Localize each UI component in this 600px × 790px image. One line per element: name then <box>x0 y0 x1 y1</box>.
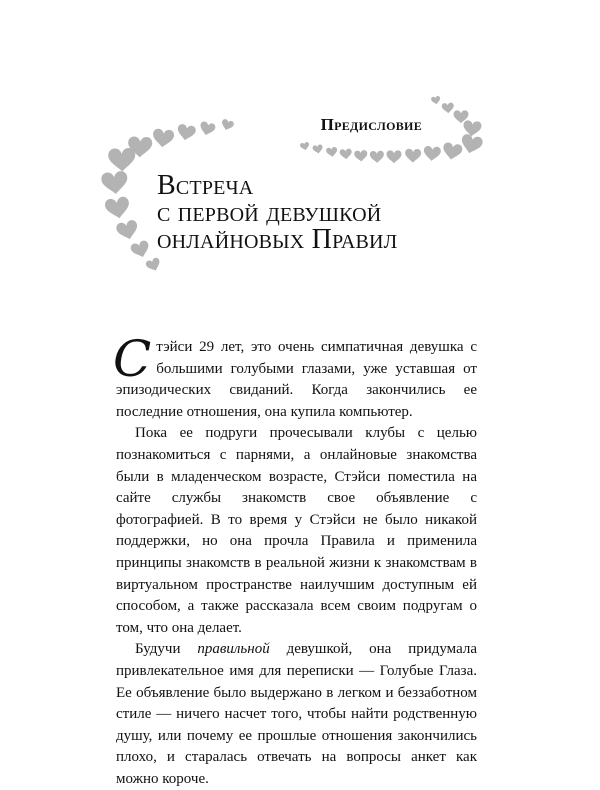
heart-icon <box>387 150 402 163</box>
heart-icon <box>423 146 441 162</box>
paragraph-3-emphasis: правильной <box>197 641 270 658</box>
heart-icon <box>145 257 162 273</box>
chapter-title-line-3: онлайновых Правил <box>157 224 398 255</box>
paragraph-3 <box>116 639 477 790</box>
heart-icon <box>326 147 338 158</box>
heart-icon <box>220 118 235 132</box>
heart-icon <box>152 128 175 148</box>
heart-icon <box>354 150 368 162</box>
heart-icon <box>108 148 136 172</box>
paragraph-2-text: Пока ее подруги прочесывали клубы с целью познакомиться с парнями, а онлайновые знакомства были в младенческом возрасте, Стэйси поместила на сайте службы знакомств свое объявление с фотографией. В то время у Стэйси не было никакой поддержки, но она прочла Правила и применила принципы знакомств в реальной жизни к знакомствам в виртуальном пространстве наилучшим доступным ей способом, а также рассказала всем своим подругам о том, что она делает. <box>116 425 477 636</box>
heart-icon <box>101 170 129 195</box>
chapter-title <box>157 172 397 253</box>
paragraph-1 <box>113 330 477 423</box>
paragraph-3-text-after: девушкой, она придумала привлекательное имя для переписки — Голубые Глаза. Ее объявление было выдержано в легком и беззаботном стиле — ничего насчет того, чтобы найти родственную душу, или почему ее прошлые отношения закончились плохо, и старалась отвечать на вопросы анкет как можно короче. <box>116 641 478 787</box>
chapter-title-line-2: с первой девушкой <box>157 197 382 228</box>
heart-decoration <box>0 0 600 300</box>
heart-icon <box>459 133 484 156</box>
heart-icon <box>441 142 463 161</box>
paragraph-1-text: тэйси 29 лет, это очень симпатичная девушка с большими голубыми глазами, уже уставшая от эпизодических свиданий. Когда закончились ее последние отношения, она купила компьютер. <box>116 339 477 420</box>
drop-cap: С <box>113 330 152 388</box>
heart-icon <box>405 149 421 163</box>
heart-icon <box>339 148 352 160</box>
body-text <box>113 330 478 790</box>
heart-icon <box>115 219 140 242</box>
section-label: Предисловие <box>320 115 422 134</box>
heart-icon <box>176 123 196 141</box>
paragraph-2 <box>116 423 477 639</box>
heart-icon <box>312 144 323 154</box>
chapter-title-line-1: Встреча <box>157 170 254 201</box>
paragraph-3-text-before: Будучи <box>135 641 198 658</box>
heart-icon <box>431 96 441 105</box>
heart-icon <box>104 196 131 220</box>
heart-icon <box>441 102 454 113</box>
heart-icon <box>130 239 152 259</box>
heart-icon <box>198 121 216 137</box>
heart-icon <box>370 151 384 164</box>
heart-icon <box>300 142 310 151</box>
